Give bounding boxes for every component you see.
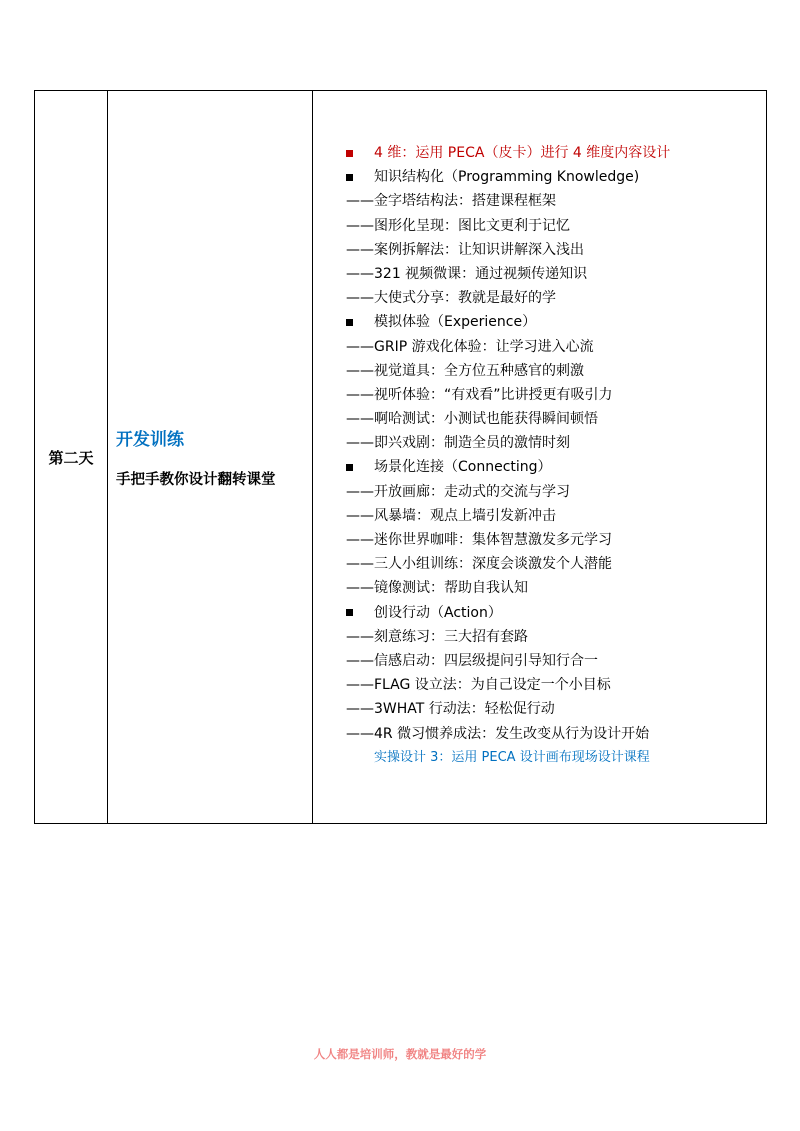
list-item: ——信感启动：四层级提问引导知行合一 [346,652,598,669]
section-title: 场景化连接（Connecting） [374,459,552,476]
list-item: ——即兴戏剧：制造全员的激情时刻 [346,435,570,452]
list-item: ——视觉道具：全方位五种感官的刺激 [346,362,584,379]
section-title: 创设行动（Action） [374,604,502,621]
course-table [34,90,767,824]
list-item: ——金字塔结构法：搭建课程框架 [346,193,556,210]
square-bullet-icon [346,319,353,326]
heading-line [346,141,766,165]
list-item: ——啊哈测试：小测试也能获得瞬间顿悟 [346,411,598,428]
topic-cell [108,91,313,824]
list-item: ——3WHAT 行动法：轻松促行动 [346,701,555,718]
list-item: ——4R 微习惯养成法：发生改变从行为设计开始 [346,725,650,742]
table-row [35,91,767,824]
list-item: ——迷你世界咖啡：集体智慧激发多元学习 [346,532,612,548]
content-cell [313,91,767,824]
section-title: 模拟体验（Experience） [374,314,537,331]
list-item: ——案例拆解法：让知识讲解深入浅出 [346,241,584,258]
square-bullet-icon [346,150,353,157]
section-title-line [346,601,766,625]
section-title-line [346,455,766,479]
list-item: ——GRIP 游戏化体验：让学习进入心流 [346,338,594,355]
topic-title: 开发训练 [116,430,184,450]
day-cell [35,91,108,824]
list-item: ——刻意练习：三大招有套路 [346,628,528,645]
list-item: ——风暴墙：观点上墙引发新冲击 [346,507,556,524]
list-item: ——三人小组训练：深度会谈激发个人潜能 [346,556,612,573]
list-item: ——镜像测试：帮助自我认知 [346,580,528,597]
section-title-line [346,310,766,334]
square-bullet-icon [346,609,353,616]
list-item: ——大使式分享：教就是最好的学 [346,290,556,307]
square-bullet-icon [346,174,353,181]
list-item: ——321 视频微课：通过视频传递知识 [346,265,588,282]
list-item: ——图形化呈现：图比文更利于记忆 [346,217,570,234]
list-item: ——开放画廊：走动式的交流与学习 [346,483,570,500]
square-bullet-icon [346,464,353,471]
section-title-line [346,165,766,189]
section-title: 知识结构化（Programming Knowledge) [374,169,640,186]
heading-text: 4 维：运用 PECA（皮卡）进行 4 维度内容设计 [374,145,671,161]
topic-subtitle: 手把手教你设计翻转课堂 [116,472,276,488]
practice-line: 实操设计 3：运用 PECA 设计画布现场设计课程 [374,749,650,765]
day-label: 第二天 [48,448,94,467]
page-footer: 人人都是培训师，教就是最好的学 [313,1047,487,1061]
list-item: ——FLAG 设立法：为自己设定一个小目标 [346,677,611,694]
list-item: ——视听体验：“有戏看”比讲授更有吸引力 [346,386,613,403]
